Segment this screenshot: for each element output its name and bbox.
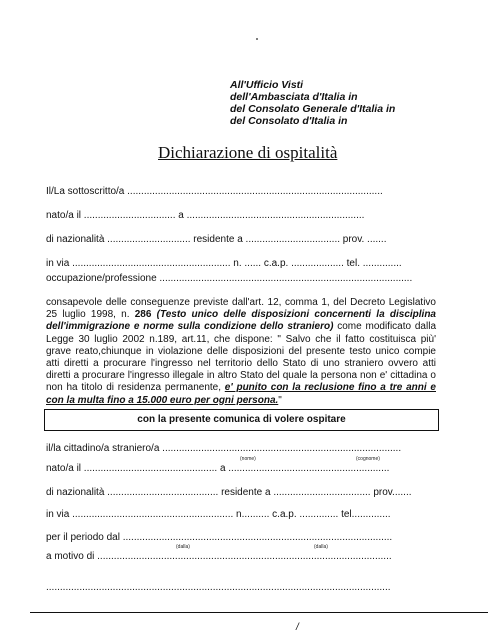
guest-name-hint: (nome)	[240, 456, 256, 462]
host-name-field[interactable]: Il/La sottoscritto/a ............................................................................................	[46, 186, 383, 197]
law-number: 286	[134, 309, 152, 321]
legal-text-2: come modificato dalla Legge 30 luglio 2002 n.189, art.11, che dispone: " Salvo che il fatto costituisca più' grave reato,chiunque in violazione delle disposizioni del presente testo unico compie atti diretti a procurare l'ingresso nel territorio dello Stato di uno straniero ovvero atti diretti a procurare l'ingresso illegale in altro Stato del quale la persona non e' cittadina o non ha titolo di residenza permanente,	[46, 321, 437, 394]
address-line-1: All'Ufficio Visti	[230, 79, 304, 91]
period-to-hint: (dalla)	[314, 544, 328, 550]
legal-text-1: consapevole delle conseguenze previste dall'art. 12, comma 1, del Decreto Legislativo 25 luglio 1998, n.	[46, 297, 436, 321]
document-title: Dichiarazione di ospitalità	[158, 143, 338, 162]
declaration-banner	[44, 409, 439, 431]
page-divider	[30, 612, 488, 613]
page-mark: /	[296, 622, 299, 633]
stay-period-field[interactable]: per il periodo dal .................................................................................................	[46, 532, 393, 543]
guest-name-field[interactable]: il/la cittadino/a straniero/a ......................................................................................	[46, 443, 402, 454]
host-address-field[interactable]: in via ......................................................... n. ...... c.a.p. ................... tel. ..............	[46, 258, 402, 269]
period-from-hint: (dalla)	[176, 544, 190, 550]
legal-paragraph	[46, 297, 436, 407]
guest-nationality-field[interactable]: di nazionalità ........................................ residente a ................................... prov.......	[46, 487, 412, 498]
reason-continuation-field[interactable]: ............................................................................................................................	[46, 582, 391, 593]
host-nationality-field[interactable]: di nazionalità .............................. residente a .................................. prov. .......	[46, 234, 387, 245]
guest-birth-field[interactable]: nato/a il ................................................ a ..........................................................	[46, 463, 390, 474]
address-line-3: del Consolato Generale d'Italia in	[230, 103, 396, 115]
host-occupation-field[interactable]: occupazione/professione ...........................................................................................	[46, 273, 413, 284]
host-birth-field[interactable]: nato/a il ................................. a ................................................................	[46, 210, 365, 221]
reason-field[interactable]: a motivo di ..........................................................................................................	[46, 551, 392, 562]
address-line-4: del Consolato d'Italia in	[230, 115, 348, 127]
penalty-text: e' punito con la reclusione fino a tre anni e con la multa fino a 15.000 euro per ogni persona.	[46, 382, 436, 406]
address-line-2: dell'Ambasciata d'Italia in	[230, 91, 358, 103]
guest-surname-hint: (cognome)	[356, 456, 380, 462]
law-title: (Testo unico delle disposizioni concernenti la disciplina dell'immigrazione e norme sulla condizione dello straniero)	[46, 309, 436, 333]
guest-address-field[interactable]: in via .......................................................... n.......... c.a.p. .............. tel..............	[46, 509, 391, 520]
banner-text: con la presente comunica di volere ospitare	[137, 414, 346, 425]
legal-text-end: "	[278, 394, 282, 406]
scan-speck	[256, 38, 258, 40]
